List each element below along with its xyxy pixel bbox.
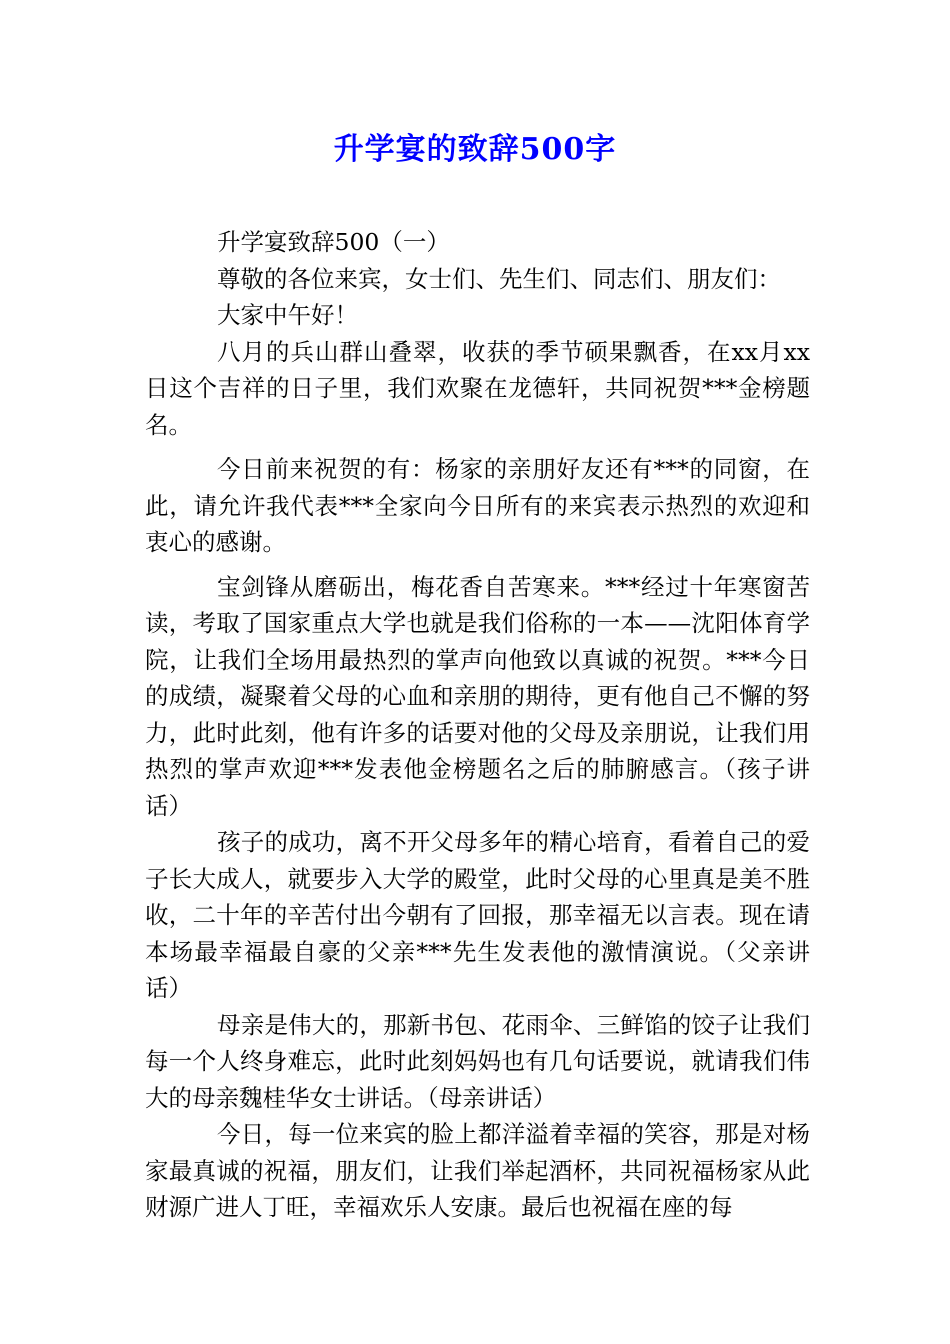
paragraph: 宝剑锋从磨砺出，梅花香自苦寒来。***经过十年寒窗苦读，考取了国家重点大学也就是我们俗称的一本——沈阳体育学院，让我们全场用最热烈的掌声向他致以真诚的祝贺。***今日的成绩，凝聚着父母的心血和亲朋的期待，更有他自己不懈的努力，此时此刻，他有许多的话要对他的父母及亲朋说，让我们用热烈的掌声欢迎***发表他金榜题名之后的肺腑感言。（孩子讲话） xyxy=(145,572,810,820)
document-title: 升学宴的致辞500字 xyxy=(333,132,617,167)
paragraph: 孩子的成功，离不开父母多年的精心培育，看着自己的爱子长大成人，就要步入大学的殿堂，此时父母的心里真是美不胜收，二十年的辛苦付出今朝有了回报，那幸福无以言表。现在请本场最幸福最自豪的父亲***先生发表他的激情演说。（父亲讲话） xyxy=(145,828,810,1002)
document-body xyxy=(145,224,810,1226)
paragraph-heading: 升学宴致辞500（一） xyxy=(217,228,450,256)
paragraph-salutation: 尊敬的各位来宾，女士们、先生们、同志们、朋友们： xyxy=(217,264,781,293)
paragraph: 八月的兵山群山叠翠，收获的季节硕果飘香，在xx月xx日这个吉祥的日子里，我们欢聚在龙德轩，共同祝贺***金榜题名。 xyxy=(145,337,810,439)
paragraph: 今日前来祝贺的有：杨家的亲朋好友还有***的同窗，在此，请允许我代表***全家向今日所有的来宾表示热烈的欢迎和衷心的感谢。 xyxy=(145,455,810,556)
paragraph: 母亲是伟大的，那新书包、花雨伞、三鲜馅的饺子让我们每一个人终身难忘，此时此刻妈妈也有几句话要说，就请我们伟大的母亲魏桂华女士讲话。（母亲讲话） xyxy=(145,1010,810,1112)
paragraph-greeting: 大家中午好！ xyxy=(217,301,358,329)
paragraph: 今日，每一位来宾的脸上都洋溢着幸福的笑容，那是对杨家最真诚的祝福，朋友们，让我们举起酒杯，共同祝福杨家从此财源广进人丁旺，幸福欢乐人安康。最后也祝福在座的每 xyxy=(145,1120,810,1221)
